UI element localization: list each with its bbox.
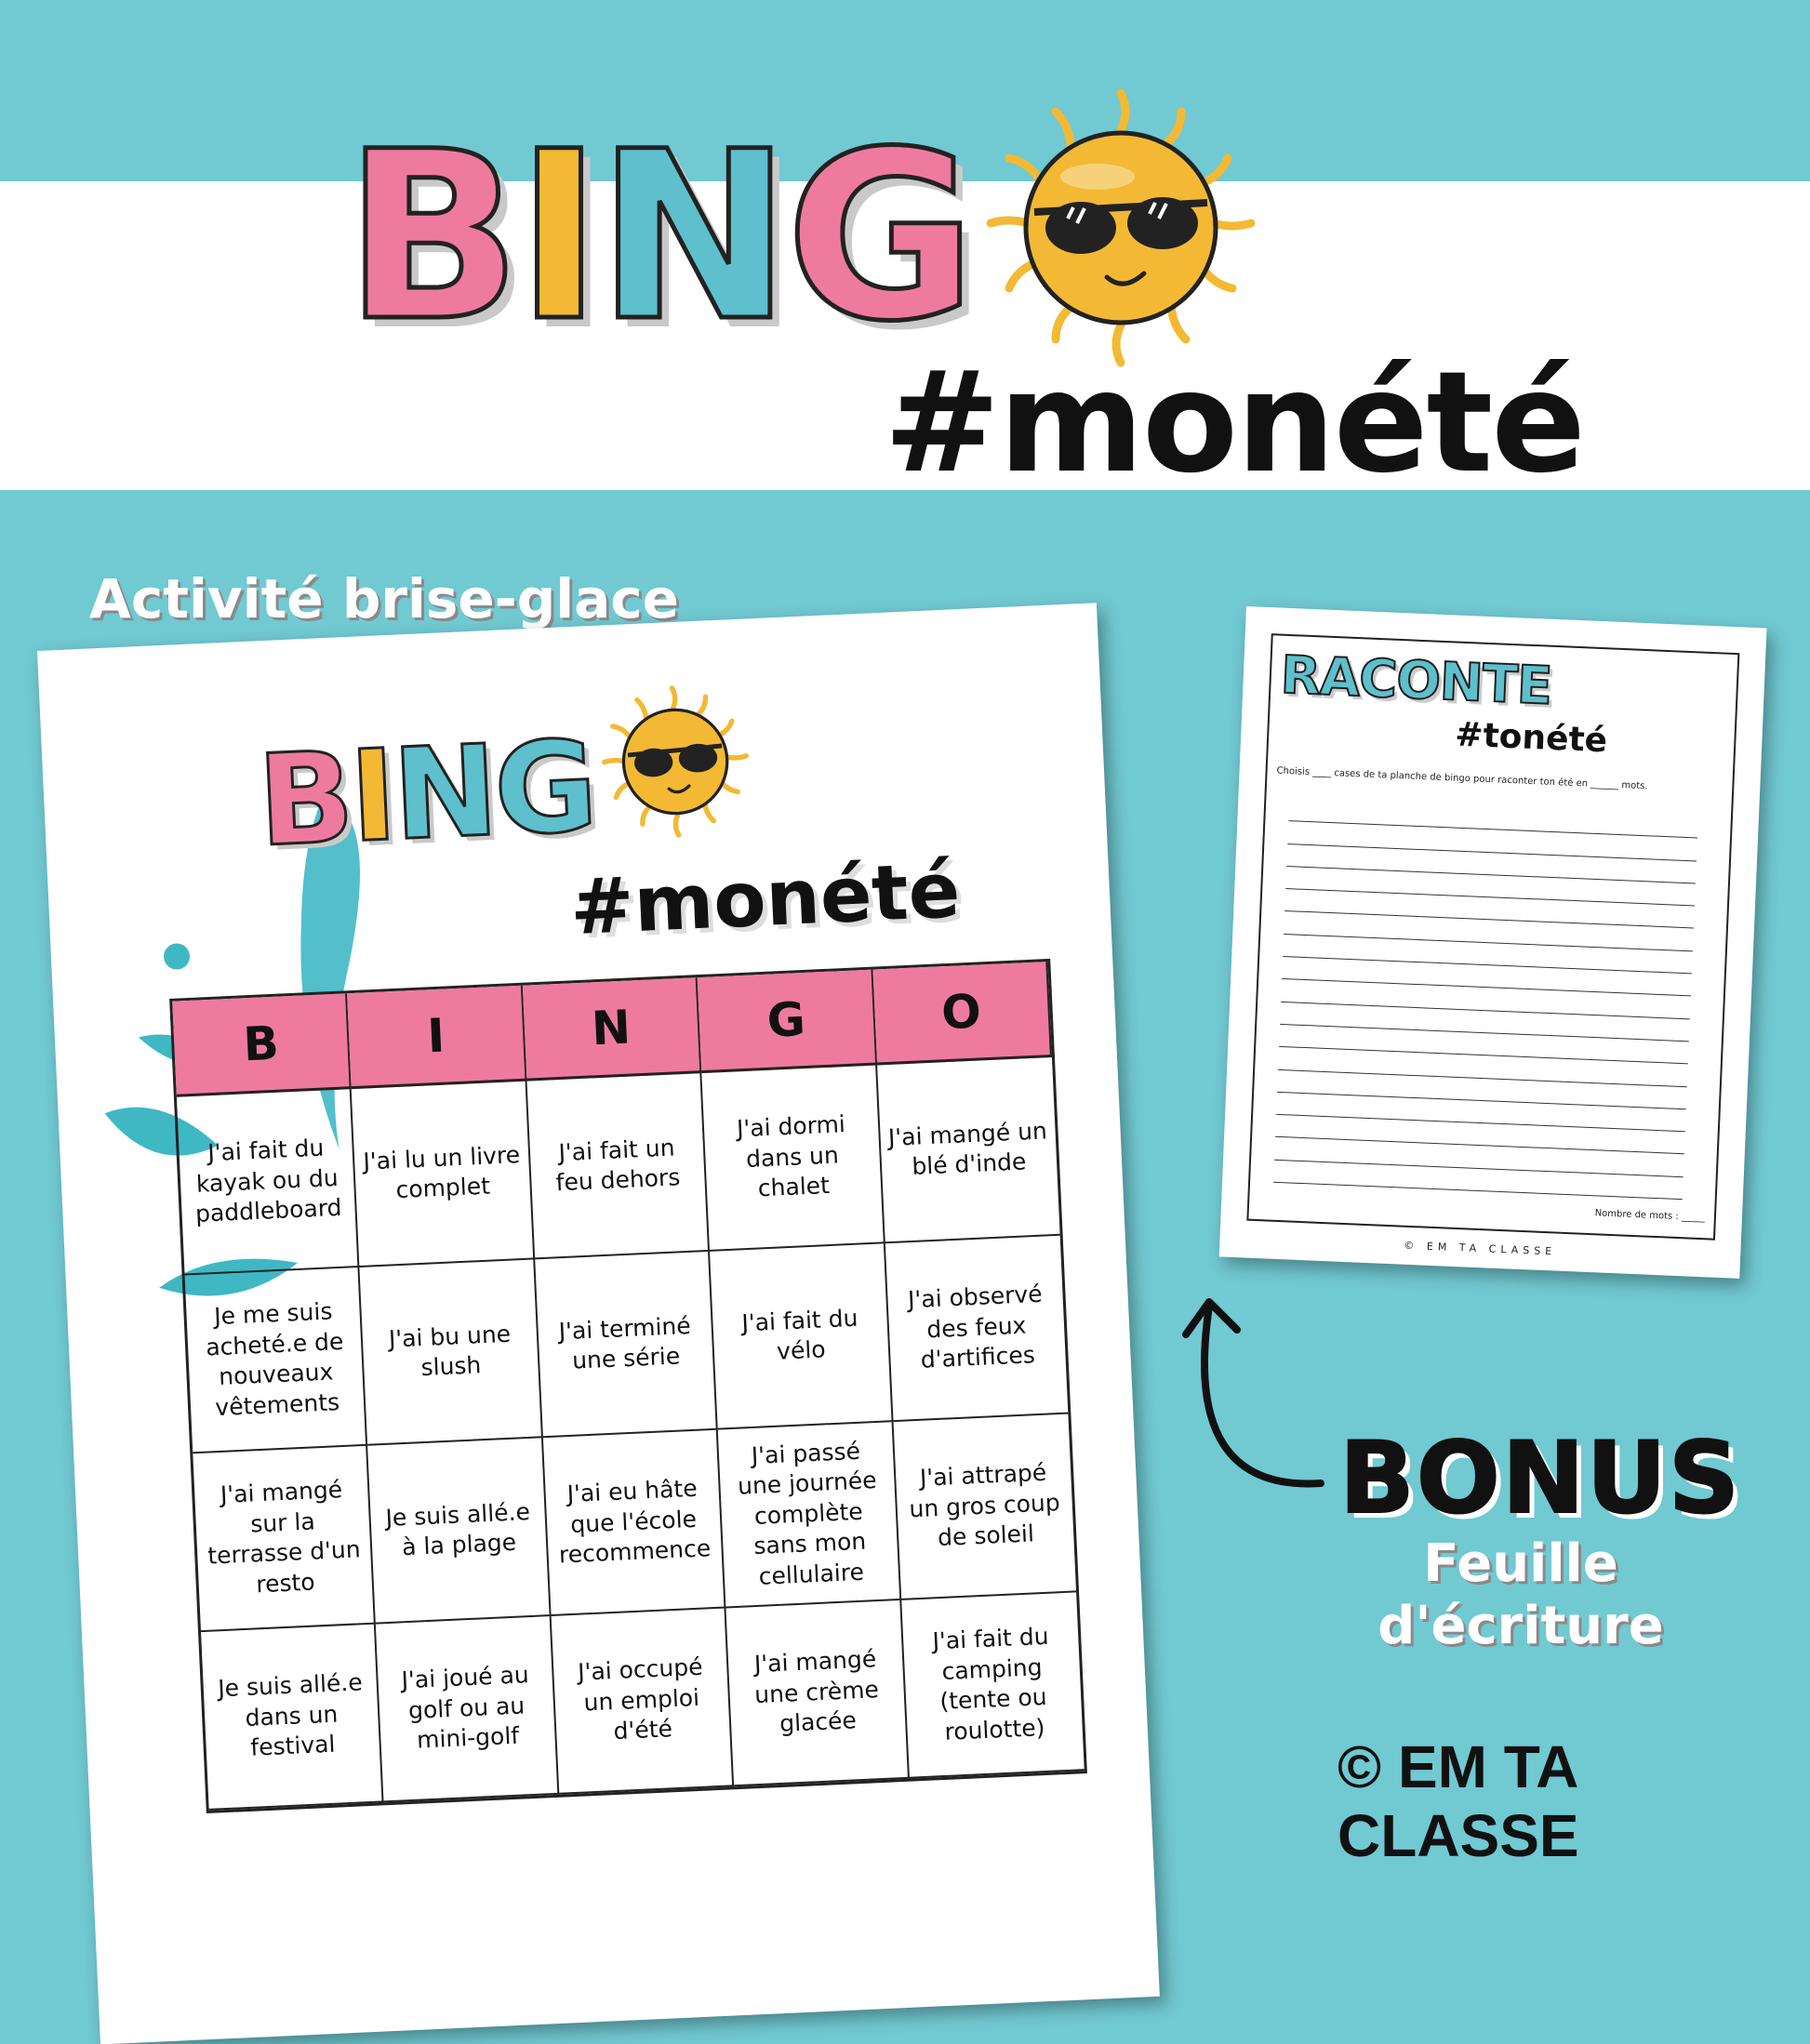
sheet-letter-g: G xyxy=(490,713,597,864)
bingo-cell: J'ai fait du kayak ou du paddleboard xyxy=(177,1089,360,1275)
writing-copyright: © EM TA CLASSE xyxy=(1404,1239,1557,1258)
sun-with-sunglasses-icon xyxy=(967,74,1274,381)
sheet-title xyxy=(255,713,597,875)
title-letter-n: N xyxy=(596,101,786,372)
bingo-cell: J'ai passé une journée complète sans mon cellulaire xyxy=(718,1422,901,1608)
bonus-subtitle xyxy=(1298,1533,1744,1657)
sheet-letter-b: B xyxy=(255,723,353,875)
bonus-line-2: d'écriture xyxy=(1377,1596,1664,1657)
curved-arrow-icon xyxy=(1167,1279,1335,1502)
bonus-title: BONUS xyxy=(1339,1421,1742,1535)
writing-instruction: Choisis ____ cases de ta planche de bingo pour raconter ton été en ______ mots. xyxy=(1276,765,1648,792)
sheet-hashtag: #monété xyxy=(567,846,963,953)
grid-header-n: N xyxy=(523,977,702,1081)
grid-header-b: B xyxy=(172,993,352,1096)
bingo-cell: J'ai joué au golf ou au mini-golf xyxy=(376,1616,559,1802)
bingo-sheet xyxy=(37,603,1160,2044)
bingo-cell: J'ai eu hâte que l'école recommence xyxy=(543,1430,726,1616)
bingo-cell: J'ai fait un feu dehors xyxy=(526,1073,710,1259)
bingo-cell: J'ai terminé une série xyxy=(535,1252,718,1438)
title-letter-g: G xyxy=(785,101,972,372)
sheet-letter-i: I xyxy=(346,722,397,870)
bingo-cell: J'ai fait du camping (tente ou roulotte) xyxy=(901,1592,1085,1778)
writing-hashtag: #tonété xyxy=(1454,715,1608,761)
bingo-cell: Je me suis acheté.e de nouveaux vêtements xyxy=(185,1268,368,1453)
writing-sheet xyxy=(1219,606,1767,1279)
bingo-cell: J'ai mangé un blé d'inde xyxy=(877,1057,1060,1243)
title-letter-i: I xyxy=(515,101,597,372)
bingo-cell: J'ai mangé une crème glacée xyxy=(726,1600,910,1786)
writing-title: RACONTE xyxy=(1279,644,1553,717)
main-title xyxy=(344,101,972,372)
grid-header-o: O xyxy=(872,962,1052,1065)
bingo-grid xyxy=(169,959,1087,1813)
bingo-cell: J'ai bu une slush xyxy=(360,1259,543,1445)
bingo-cell: Je suis allé.e dans un festival xyxy=(201,1625,384,1811)
bingo-cell: J'ai occupé un emploi d'été xyxy=(551,1608,734,1794)
bingo-cell: Je suis allé.e à la plage xyxy=(368,1438,552,1624)
title-letter-b: B xyxy=(344,101,516,372)
main-hashtag: #monété xyxy=(884,342,1584,504)
bingo-cell: J'ai fait du vélo xyxy=(710,1243,893,1429)
bingo-cell: J'ai observé des feux d'artifices xyxy=(885,1236,1068,1422)
sheet-sun-icon xyxy=(588,674,763,849)
word-count-label: Nombre de mots : _____ xyxy=(1594,1208,1706,1224)
bingo-cell: J'ai mangé sur la terrasse d'un resto xyxy=(193,1446,376,1632)
bonus-line-1: Feuille xyxy=(1423,1533,1618,1594)
sheet-letter-n: N xyxy=(390,717,499,869)
writing-lines xyxy=(1273,799,1698,1200)
bingo-cell: J'ai lu un livre complet xyxy=(352,1082,535,1268)
subtitle: Activité brise-glace xyxy=(89,567,680,630)
grid-header-i: I xyxy=(347,986,526,1089)
copyright: © EM TA CLASSE xyxy=(1338,1733,1579,1869)
bingo-cell: J'ai dormi dans un chalet xyxy=(702,1066,885,1252)
grid-header-g: G xyxy=(698,970,877,1073)
bingo-cell: J'ai attrapé un gros coup de soleil xyxy=(893,1414,1076,1600)
